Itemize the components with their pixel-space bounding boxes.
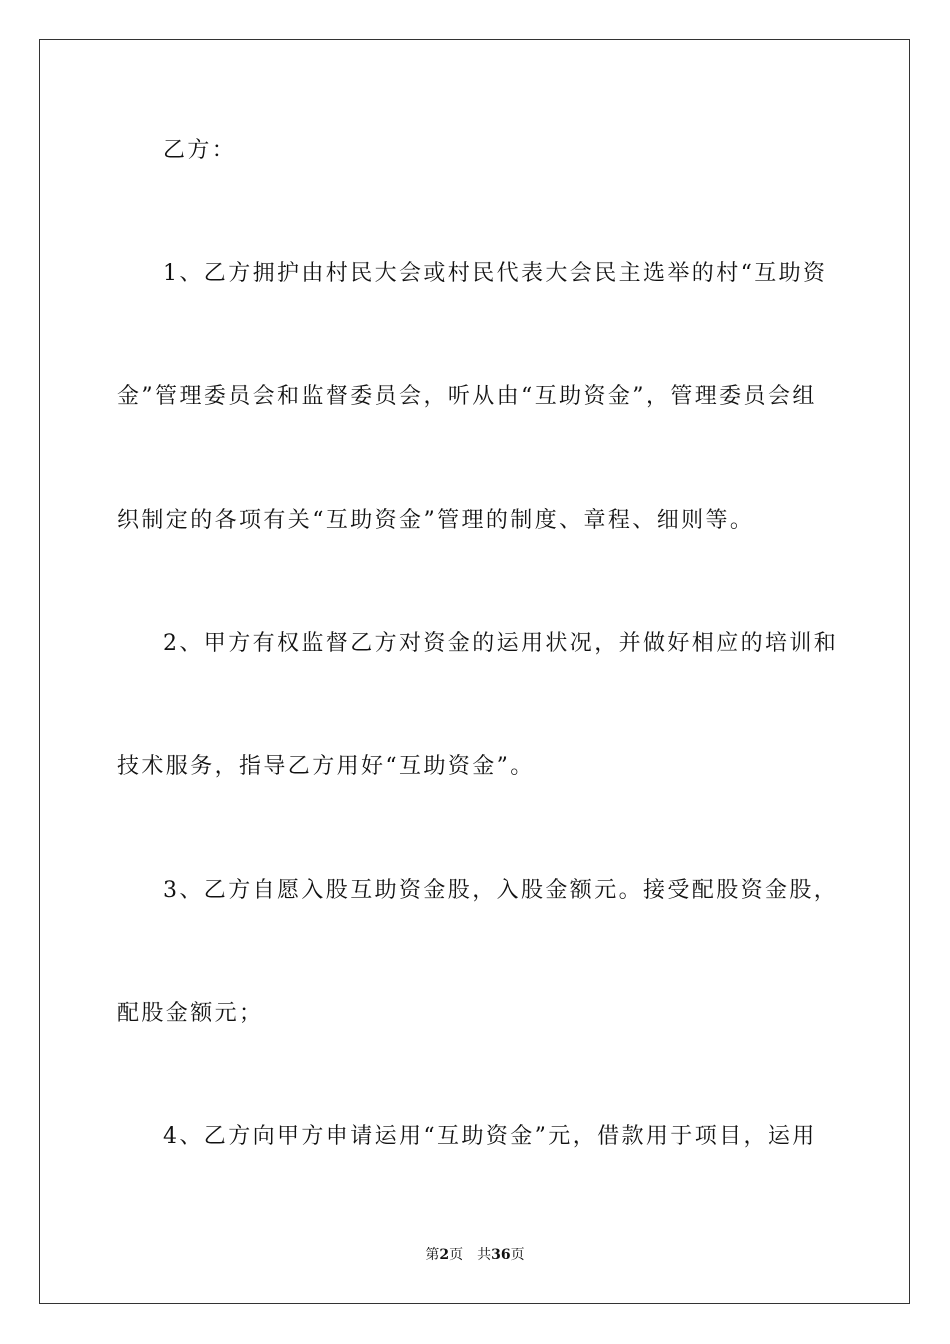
text-line-item1-c: 织制定的各项有关“互助资金”管理的制度、章程、细则等。 (117, 508, 755, 533)
footer-prefix: 第 (425, 1247, 440, 1263)
footer-total-prefix: 共 (477, 1247, 492, 1263)
text-line-item2-a: 2、甲方有权监督乙方对资金的运用状况，并做好相应的培训和 (163, 631, 839, 656)
footer-page-suffix: 页 (449, 1247, 464, 1263)
text-line-item3-a: 3、乙方自愿入股互助资金股，入股金额元。接受配股资金股， (163, 878, 839, 903)
text-line-item2-b: 技术服务，指导乙方用好“互助资金”。 (117, 754, 535, 779)
text-line-item1-a: 1、乙方拥护由村民大会或村民代表大会民主选举的村“互助资 (163, 261, 828, 286)
footer-total-pages: 36 (491, 1247, 511, 1263)
footer-total-suffix: 页 (510, 1247, 525, 1263)
text-line-item1-b: 金”管理委员会和监督委员会，听从由“互助资金”，管理委员会组 (117, 384, 817, 409)
footer-page-number: 2 (439, 1247, 450, 1263)
page-footer (0, 1246, 950, 1264)
text-line-item4-a: 4、乙方向甲方申请运用“互助资金”元，借款用于项目，运用 (163, 1124, 817, 1149)
page-border (39, 39, 910, 1304)
text-line-party-b: 乙方： (163, 138, 237, 163)
text-line-item3-b: 配股金额元； (117, 1001, 264, 1026)
